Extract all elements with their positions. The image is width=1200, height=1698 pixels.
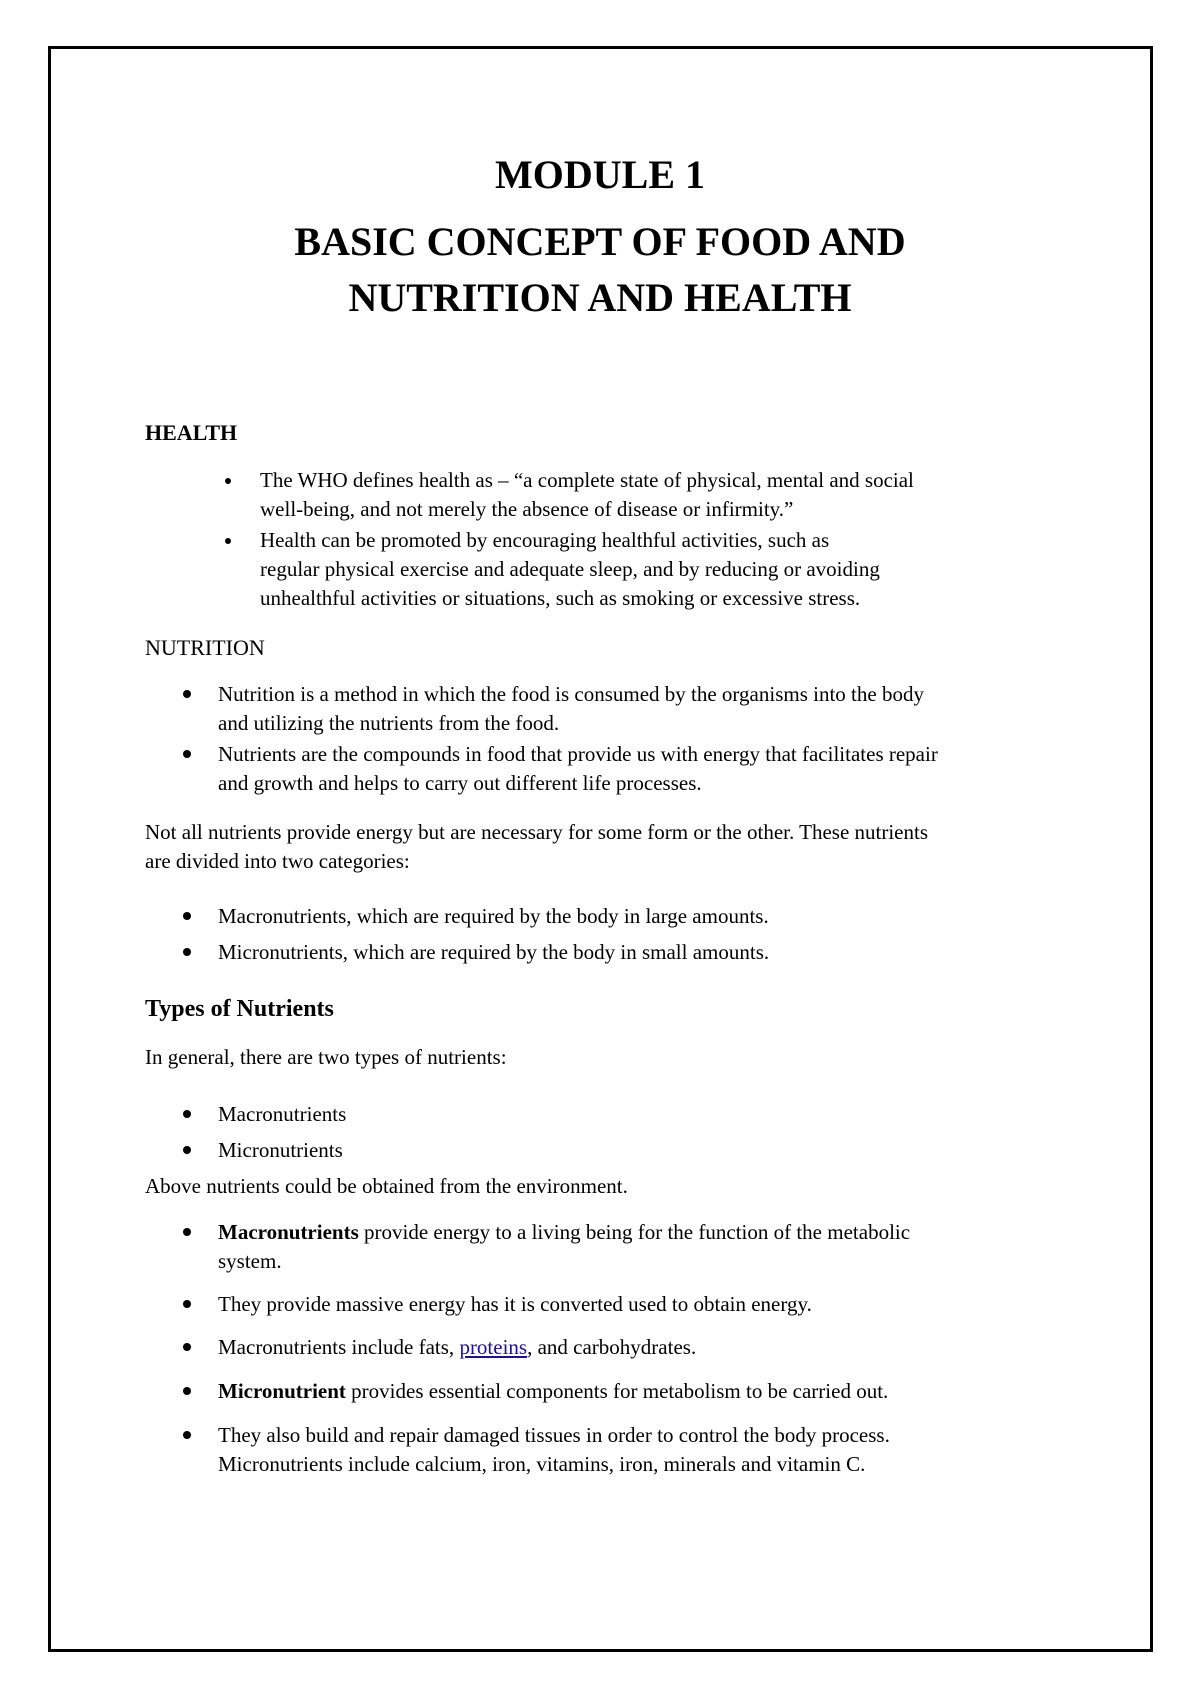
text-line: Nutrition is a method in which the food is consumed by the organisms into the body bbox=[218, 682, 924, 706]
bullet-icon bbox=[183, 750, 191, 758]
nutrients-paragraph bbox=[145, 818, 928, 876]
bullet-icon bbox=[183, 912, 191, 920]
above-note: Above nutrients could be obtained from the environment. bbox=[145, 1174, 628, 1198]
bullet-icon bbox=[183, 1146, 191, 1154]
proteins-link[interactable]: proteins bbox=[459, 1335, 528, 1359]
massive-energy: They provide massive energy has it is converted used to obtain energy. bbox=[218, 1292, 812, 1316]
text-span: provides essential components for metabolism to be carried out. bbox=[345, 1379, 889, 1403]
types-intro: In general, there are two types of nutrients: bbox=[145, 1045, 507, 1069]
text-span: , and carbohydrates. bbox=[527, 1335, 697, 1359]
text-line: Micronutrients include calcium, iron, vitamins, iron, minerals and vitamin C. bbox=[218, 1452, 866, 1476]
module-title-line2: NUTRITION AND HEALTH bbox=[348, 275, 852, 320]
health-item-2 bbox=[260, 526, 880, 613]
nutrition-item-1 bbox=[218, 680, 924, 738]
text-line: unhealthful activities or situations, such as smoking or excessive stress. bbox=[260, 586, 861, 610]
bullet-icon bbox=[183, 690, 191, 698]
types-list-micro: Micronutrients bbox=[218, 1138, 343, 1162]
category-macro: Macronutrients, which are required by the body in large amounts. bbox=[218, 904, 769, 928]
text-line: Health can be promoted by encouraging healthful activities, such as bbox=[260, 528, 830, 552]
types-list-macro: Macronutrients bbox=[218, 1102, 347, 1126]
bullet-icon bbox=[183, 1387, 191, 1395]
micro-build bbox=[218, 1421, 890, 1479]
text-line: regular physical exercise and adequate sleep, and by reducing or avoiding bbox=[260, 557, 880, 581]
text-line: well-being, and not merely the absence of disease or infirmity.” bbox=[260, 497, 794, 521]
bullet-icon bbox=[225, 538, 231, 544]
bullet-icon bbox=[183, 948, 191, 956]
text-line: are divided into two categories: bbox=[145, 849, 410, 873]
text-line: The WHO defines health as – “a complete state of physical, mental and social bbox=[260, 468, 914, 492]
bold-term: Macronutrients bbox=[218, 1220, 359, 1244]
macro-description bbox=[218, 1218, 910, 1276]
text-line: and utilizing the nutrients from the food. bbox=[218, 711, 560, 735]
category-micro: Micronutrients, which are required by the body in small amounts. bbox=[218, 940, 770, 964]
nutrition-heading: NUTRITION bbox=[145, 635, 265, 660]
text-line: They also build and repair damaged tissues in order to control the body process. bbox=[218, 1423, 890, 1447]
bullet-icon bbox=[183, 1228, 191, 1236]
micro-description bbox=[218, 1377, 888, 1406]
text-span: provide energy to a living being for the function of the metabolic bbox=[358, 1220, 911, 1244]
health-heading: HEALTH bbox=[145, 420, 238, 445]
macro-include bbox=[218, 1333, 696, 1362]
bullet-icon bbox=[183, 1343, 191, 1351]
text-line: system. bbox=[218, 1249, 282, 1273]
text-line: and growth and helps to carry out different life processes. bbox=[218, 771, 702, 795]
nutrition-item-2 bbox=[218, 740, 938, 798]
bullet-icon bbox=[183, 1110, 191, 1118]
text-span: Macronutrients include fats, bbox=[218, 1335, 460, 1359]
types-heading: Types of Nutrients bbox=[145, 996, 334, 1022]
health-item-1 bbox=[260, 466, 914, 524]
bold-term: Micronutrient bbox=[218, 1379, 346, 1403]
module-title-line1: BASIC CONCEPT OF FOOD AND bbox=[294, 219, 906, 264]
bullet-icon bbox=[183, 1431, 191, 1439]
module-number: MODULE 1 bbox=[495, 152, 705, 197]
bullet-icon bbox=[225, 478, 231, 484]
text-line: Not all nutrients provide energy but are necessary for some form or the other. These nutrients bbox=[145, 820, 928, 844]
bullet-icon bbox=[183, 1300, 191, 1308]
text-line: Nutrients are the compounds in food that provide us with energy that facilitates repair bbox=[218, 742, 938, 766]
